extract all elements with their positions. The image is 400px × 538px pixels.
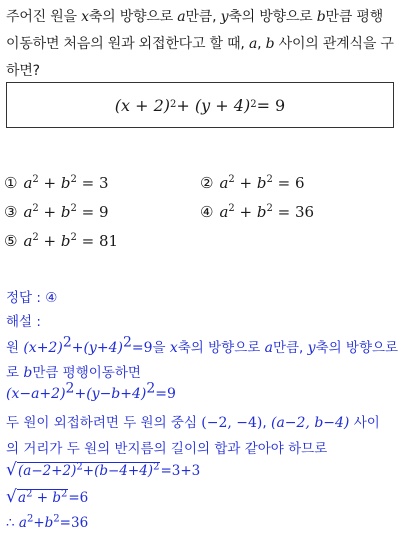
solution-line-6: √ $(a-2+2)^2+(b-4+4)^2=3+3$	[6, 463, 398, 479]
sqrt-expression: √ $(a-2+2)^2+(b-4+4)^2$	[6, 463, 160, 479]
sqrt-expression: √ $a^2 + b^2$	[6, 490, 68, 506]
choice-1[interactable]: ① $a^2 + b^2 = 3$	[4, 174, 109, 192]
question-line-2: 이동하면 처음의 원과 외접한다고 할 때, a, b 사이의 관계식을 구	[6, 36, 394, 52]
solution-line-8: ∴ $a^2+b^2=36$	[6, 513, 89, 531]
solution-line-4: 두 원이 외접하려면 두 원의 중심 (−2, −4), (a−2, b−4) 사이	[6, 415, 380, 431]
question-line-1: 주어진 원을 x축의 방향으로 a만큼, y축의 방향으로 b만큼 평행	[6, 9, 384, 25]
choice-4[interactable]: ④ $a^2 + b^2 = 36$	[200, 203, 315, 221]
solution-line-5: 의 거리가 두 원의 반지름의 길이의 합과 같아야 하므로	[6, 441, 328, 457]
solution-line-1: 원 $(x+2)^2+(y+4)^2=9$을 x축의 방향으로 a만큼, y축의 방향으로	[6, 334, 399, 356]
solution-line-7: √ $a^2 + b^2=6$	[6, 490, 398, 506]
equation-box: (x + 2) 2 + (y + 4) 2 = 9	[6, 82, 394, 128]
choice-3[interactable]: ③ $a^2 + b^2 = 9$	[4, 203, 109, 221]
explanation-label: 해설 :	[6, 314, 41, 330]
solution-line-2: 로 b만큼 평행이동하면	[6, 365, 141, 381]
answer-line: 정답 : ④	[6, 290, 58, 306]
choice-5[interactable]: ⑤ $a^2 + b^2 = 81$	[4, 232, 119, 250]
solution-line-3: $(x-a+2)^2+(y-b+4)^2=9$	[6, 380, 176, 402]
question-line-3: 하면?	[6, 63, 40, 79]
question-text	[6, 4, 398, 85]
choice-2[interactable]: ② $a^2 + b^2 = 6$	[200, 174, 305, 192]
